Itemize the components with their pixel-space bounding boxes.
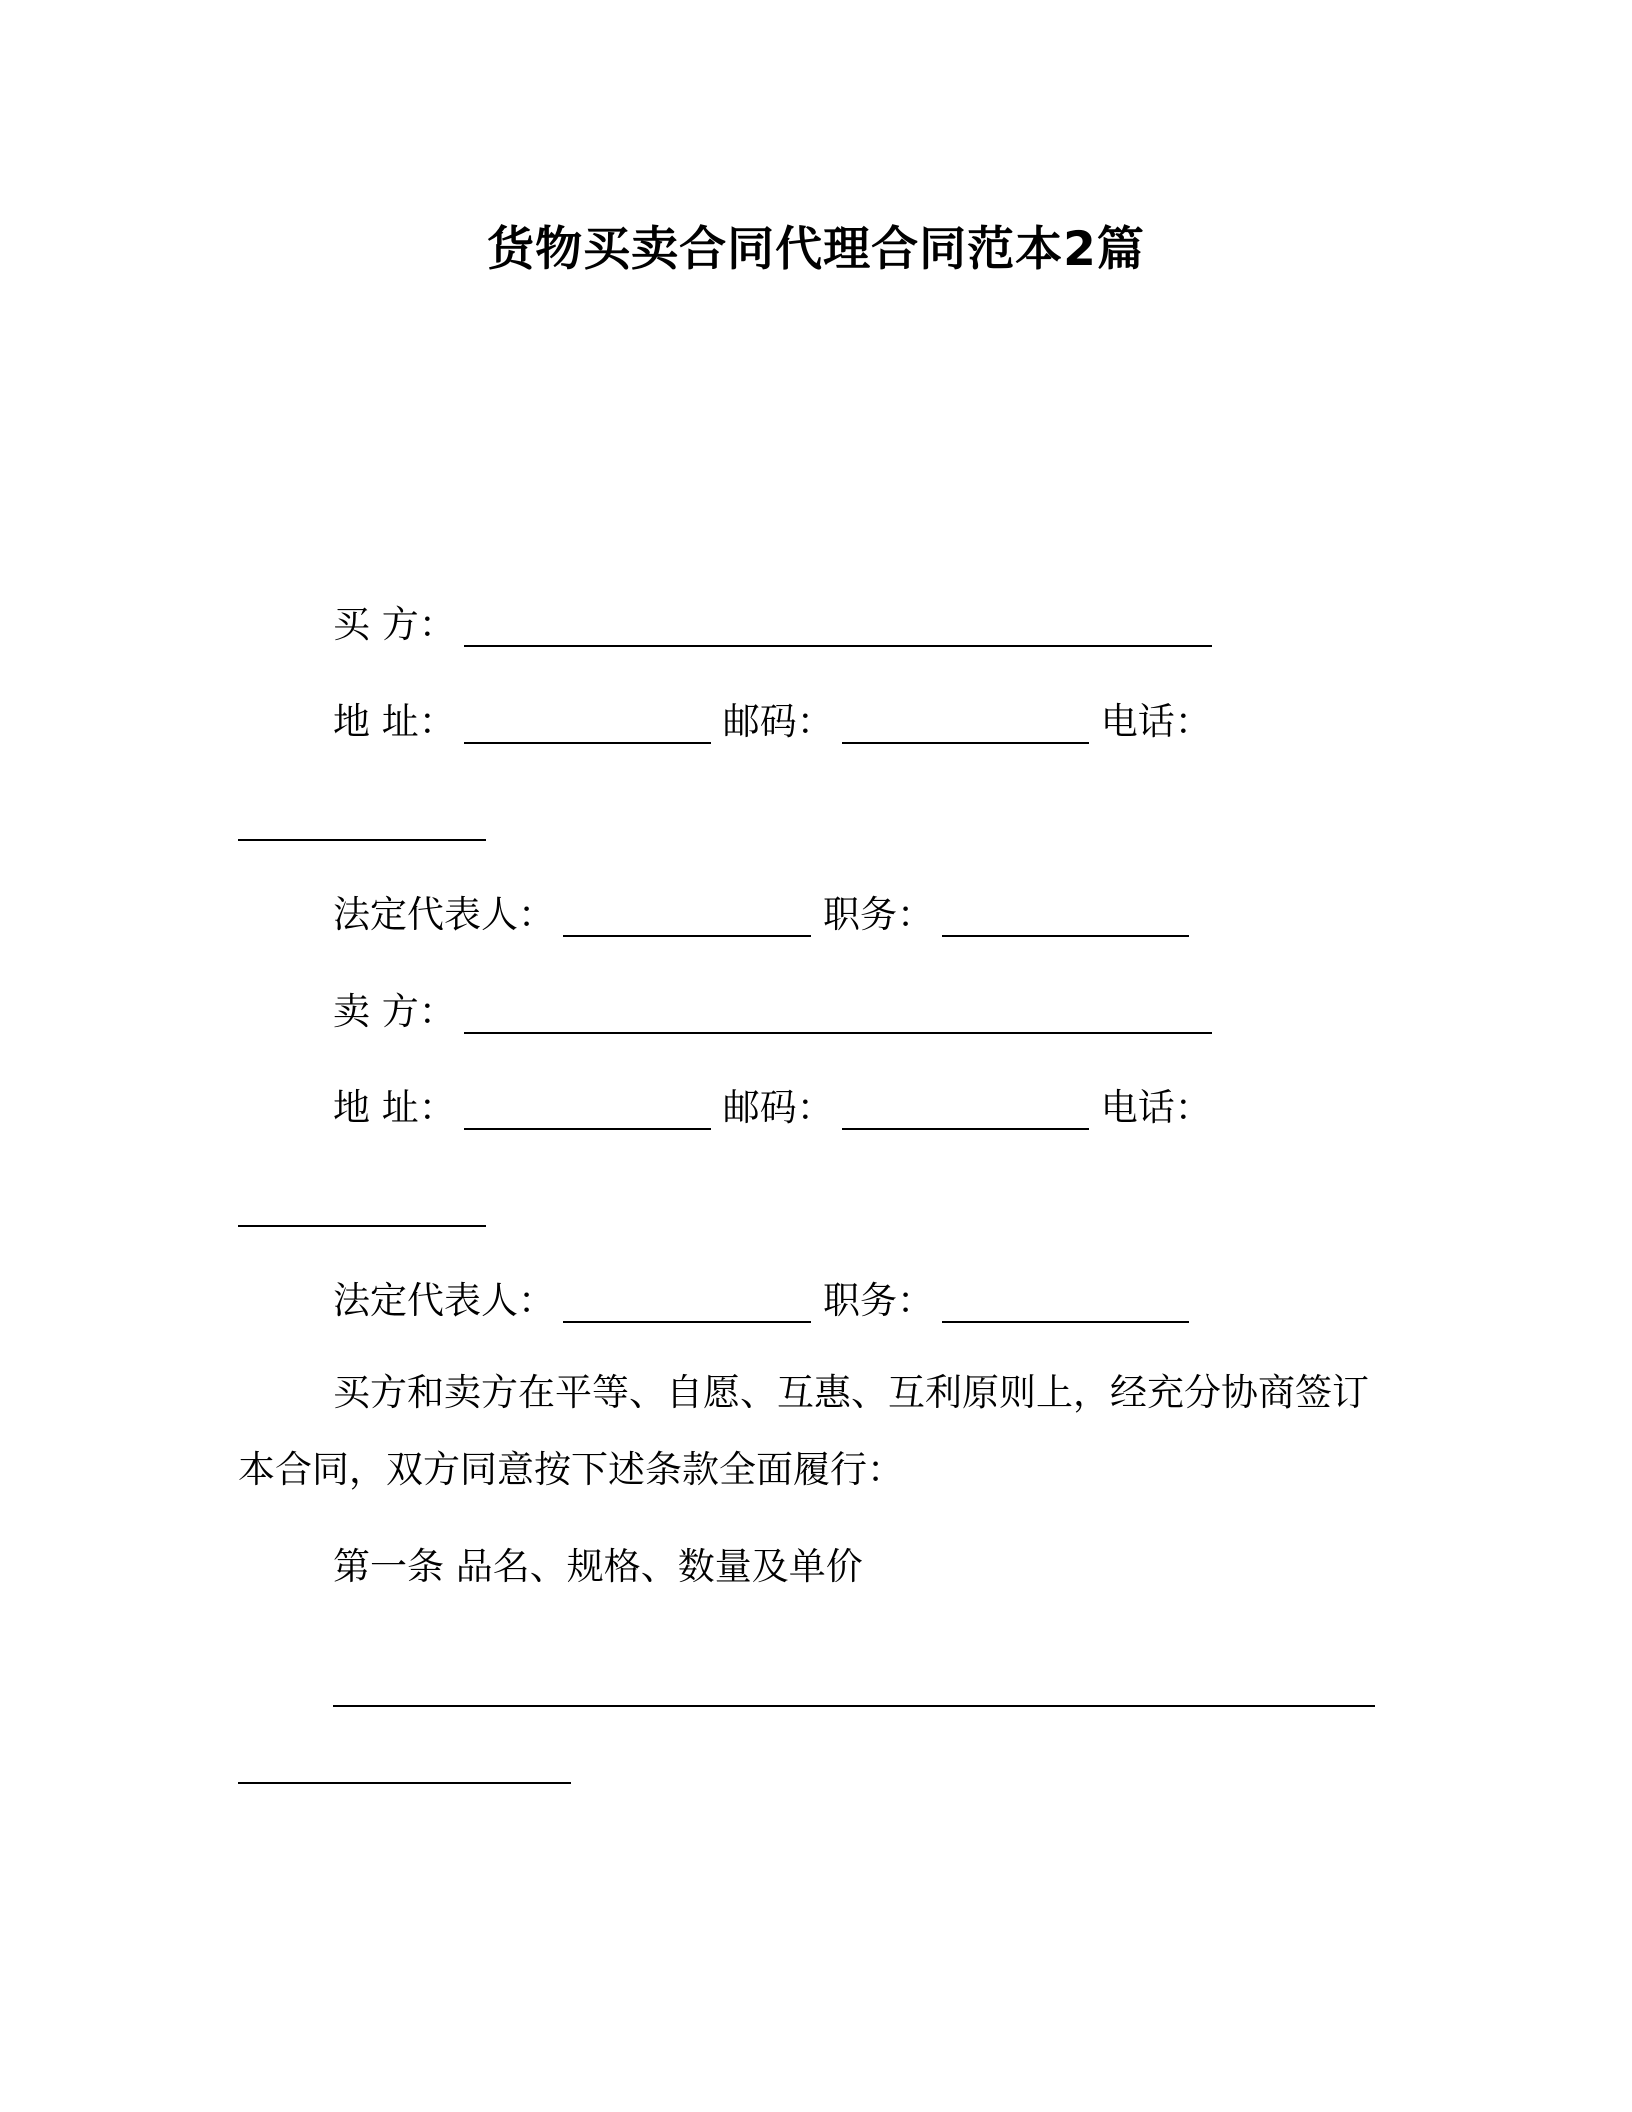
buyer-postcode-label: 邮码： [722,700,834,743]
buyer-party-label: 买 方： [333,603,456,646]
buyer-party-line [333,600,1212,650]
buyer-phone-label: 电话： [1100,700,1212,743]
seller-phone-line [238,1180,486,1230]
buyer-legal-rep-label: 法定代表人： [333,893,555,936]
article-1-content-blank-2[interactable] [238,1782,571,1784]
buyer-position-label: 职务： [823,893,934,936]
buyer-legal-rep-blank[interactable] [563,935,811,937]
buyer-postcode-blank[interactable] [842,742,1089,744]
buyer-address-blank[interactable] [464,742,711,744]
article-1-content-line-2 [238,1737,571,1787]
article-1-heading: 第一条 品名、规格、数量及单价 [333,1545,863,1588]
article-1-content-line-1 [333,1660,1375,1710]
seller-phone-blank[interactable] [238,1225,486,1227]
buyer-legal-rep-line [333,890,1189,940]
seller-position-label: 职务： [823,1279,934,1322]
seller-phone-label: 电话： [1100,1086,1212,1129]
seller-party-line [333,987,1212,1037]
buyer-address-label: 地 址： [333,700,456,743]
seller-position-blank[interactable] [942,1321,1189,1323]
buyer-position-blank[interactable] [942,935,1189,937]
preamble-line-1: 买方和卖方在平等、自愿、互惠、互利原则上，经充分协商签订 [333,1371,1369,1414]
seller-address-line [333,1083,1212,1133]
document-title: 货物买卖合同代理合同范本2篇 [487,222,1145,277]
seller-address-blank[interactable] [464,1128,711,1130]
seller-postcode-label: 邮码： [722,1086,834,1129]
seller-legal-rep-label: 法定代表人： [333,1279,555,1322]
seller-party-label: 卖 方： [333,990,456,1033]
buyer-address-line [333,697,1212,747]
seller-address-label: 地 址： [333,1086,456,1129]
buyer-phone-blank[interactable] [238,839,486,841]
buyer-phone-line [238,794,486,844]
buyer-party-blank[interactable] [464,645,1212,647]
article-1-content-blank-1[interactable] [333,1705,1375,1707]
seller-postcode-blank[interactable] [842,1128,1089,1130]
seller-legal-rep-line [333,1276,1189,1326]
seller-party-blank[interactable] [464,1032,1212,1034]
seller-legal-rep-blank[interactable] [563,1321,811,1323]
preamble-line-2: 本合同，双方同意按下述条款全面履行： [238,1448,904,1491]
